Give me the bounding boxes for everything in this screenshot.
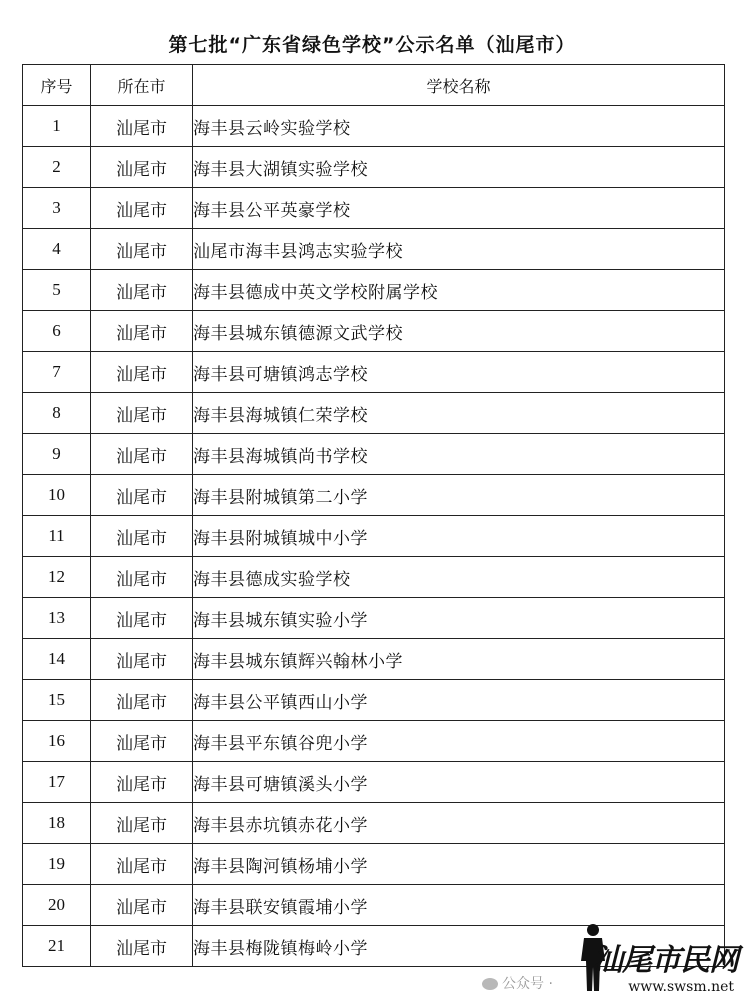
row-school-name: 海丰县海城镇仁荣学校 [193,393,725,434]
row-number: 17 [23,762,91,803]
row-number: 18 [23,803,91,844]
row-school-name: 海丰县可塘镇鸿志学校 [193,352,725,393]
table-row [23,106,725,147]
table-row [23,393,725,434]
row-number: 20 [23,885,91,926]
row-school-name: 海丰县陶河镇杨埔小学 [193,844,725,885]
row-number: 19 [23,844,91,885]
table-row [23,434,725,475]
table-row [23,311,725,352]
table-row [23,721,725,762]
row-city: 汕尾市 [91,721,193,762]
row-city: 汕尾市 [91,557,193,598]
row-number: 7 [23,352,91,393]
row-city: 汕尾市 [91,311,193,352]
row-number: 1 [23,106,91,147]
row-school-name: 海丰县德成中英文学校附属学校 [193,270,725,311]
table-row [23,188,725,229]
table-row [23,803,725,844]
row-city: 汕尾市 [91,434,193,475]
row-city: 汕尾市 [91,516,193,557]
row-city: 汕尾市 [91,598,193,639]
table-row [23,475,725,516]
row-city: 汕尾市 [91,926,193,967]
row-city: 汕尾市 [91,844,193,885]
row-city: 汕尾市 [91,352,193,393]
row-city: 汕尾市 [91,475,193,516]
row-school-name: 海丰县城东镇德源文武学校 [193,311,725,352]
wechat-icon [482,978,498,990]
row-number: 3 [23,188,91,229]
table-row [23,147,725,188]
row-number: 4 [23,229,91,270]
row-city: 汕尾市 [91,147,193,188]
row-city: 汕尾市 [91,885,193,926]
site-logo [570,925,740,997]
row-school-name: 海丰县可塘镇溪头小学 [193,762,725,803]
table-row [23,598,725,639]
logo-name: 汕尾市民网 [593,943,738,978]
row-city: 汕尾市 [91,680,193,721]
row-school-name: 海丰县联安镇霞埔小学 [193,885,725,926]
table-header-row [23,65,725,106]
header-city: 所在市 [91,65,193,106]
row-school-name: 海丰县大湖镇实验学校 [193,147,725,188]
row-number: 12 [23,557,91,598]
row-school-name: 海丰县平东镇谷兜小学 [193,721,725,762]
table-row [23,557,725,598]
row-number: 5 [23,270,91,311]
row-number: 13 [23,598,91,639]
row-school-name: 海丰县公平英豪学校 [193,188,725,229]
row-school-name: 海丰县附城镇第二小学 [193,475,725,516]
row-city: 汕尾市 [91,639,193,680]
table-row [23,844,725,885]
watermark-text: 公众号 · [502,976,553,992]
row-city: 汕尾市 [91,229,193,270]
page-title: 第七批“广东省绿色学校”公示名单（汕尾市） [168,34,576,56]
row-number: 16 [23,721,91,762]
row-school-name: 海丰县梅陇镇梅岭小学 [193,926,725,967]
header-school-name: 学校名称 [193,65,725,106]
table-row [23,885,725,926]
table-row [23,680,725,721]
row-number: 21 [23,926,91,967]
row-number: 6 [23,311,91,352]
wechat-watermark [482,973,553,993]
row-school-name: 海丰县云岭实验学校 [193,106,725,147]
row-city: 汕尾市 [91,188,193,229]
row-school-name: 海丰县城东镇辉兴翰林小学 [193,639,725,680]
table-row [23,352,725,393]
row-number: 2 [23,147,91,188]
row-number: 14 [23,639,91,680]
row-school-name: 海丰县海城镇尚书学校 [193,434,725,475]
row-school-name: 海丰县城东镇实验小学 [193,598,725,639]
row-city: 汕尾市 [91,106,193,147]
row-number: 8 [23,393,91,434]
row-city: 汕尾市 [91,393,193,434]
school-list-table [22,64,725,967]
row-school-name: 海丰县德成实验学校 [193,557,725,598]
table-body [23,106,725,967]
logo-url: www.swsm.net [628,979,734,995]
table-row [23,762,725,803]
row-school-name: 海丰县附城镇城中小学 [193,516,725,557]
row-city: 汕尾市 [91,270,193,311]
table-row [23,229,725,270]
row-number: 11 [23,516,91,557]
row-number: 9 [23,434,91,475]
row-school-name: 海丰县公平镇西山小学 [193,680,725,721]
row-school-name: 海丰县赤坑镇赤花小学 [193,803,725,844]
row-city: 汕尾市 [91,803,193,844]
row-city: 汕尾市 [91,762,193,803]
row-number: 10 [23,475,91,516]
row-school-name: 汕尾市海丰县鸿志实验学校 [193,229,725,270]
row-number: 15 [23,680,91,721]
table-row [23,516,725,557]
table-row [23,639,725,680]
table-row [23,270,725,311]
header-number: 序号 [23,65,91,106]
